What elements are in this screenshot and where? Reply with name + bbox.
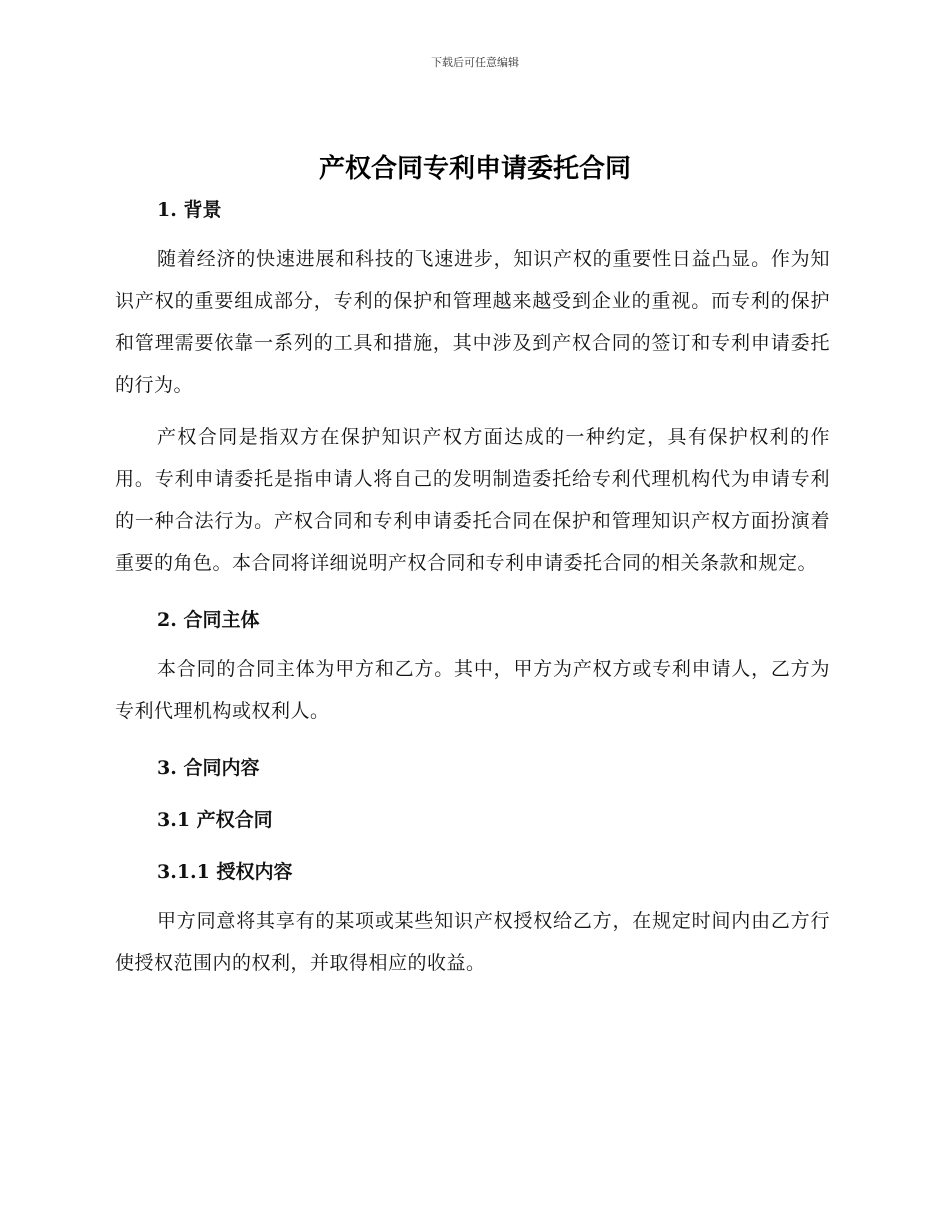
paragraph-parties: 本合同的合同主体为甲方和乙方。其中，甲方为产权方或专利申请人，乙方为专利代理机构或权利人。 — [115, 658, 830, 722]
paragraph-background-1: 随着经济的快速进展和科技的飞速进步，知识产权的重要性日益凸显。作为知识产权的重要组成部分，专利的保护和管理越来越受到企业的重视。而专利的保护和管理需要依靠一系列的工具和措施，其中涉及到产权合同的签订和专利申请委托的行为。 — [115, 248, 830, 396]
section-heading-background: 1. 背景 — [157, 199, 222, 221]
section-heading-content: 3. 合同内容 — [157, 757, 260, 779]
document-body — [115, 196, 830, 984]
paragraph-authorization: 甲方同意将其享有的某项或某些知识产权授权给乙方，在规定时间内由乙方行使授权范围内的权利，并取得相应的收益。 — [115, 910, 830, 974]
paragraph-background-2: 产权合同是指双方在保护知识产权方面达成的一种约定，具有保护权利的作用。专利申请委托是指申请人将自己的发明制造委托给专利代理机构代为申请专利的一种合法行为。产权合同和专利申请委托合同在保护和管理知识产权方面扮演着重要的角色。本合同将详细说明产权合同和专利申请委托合同的相关条款和规定。 — [115, 426, 830, 574]
section-heading-parties: 2. 合同主体 — [157, 609, 260, 631]
document-title: 产权合同专利申请委托合同 — [318, 154, 631, 184]
subsection-heading-property-contract: 3.1 产权合同 — [157, 809, 273, 831]
subsection-heading-authorization: 3.1.1 授权内容 — [157, 861, 293, 883]
header-note: 下载后可任意编辑 — [431, 56, 519, 69]
